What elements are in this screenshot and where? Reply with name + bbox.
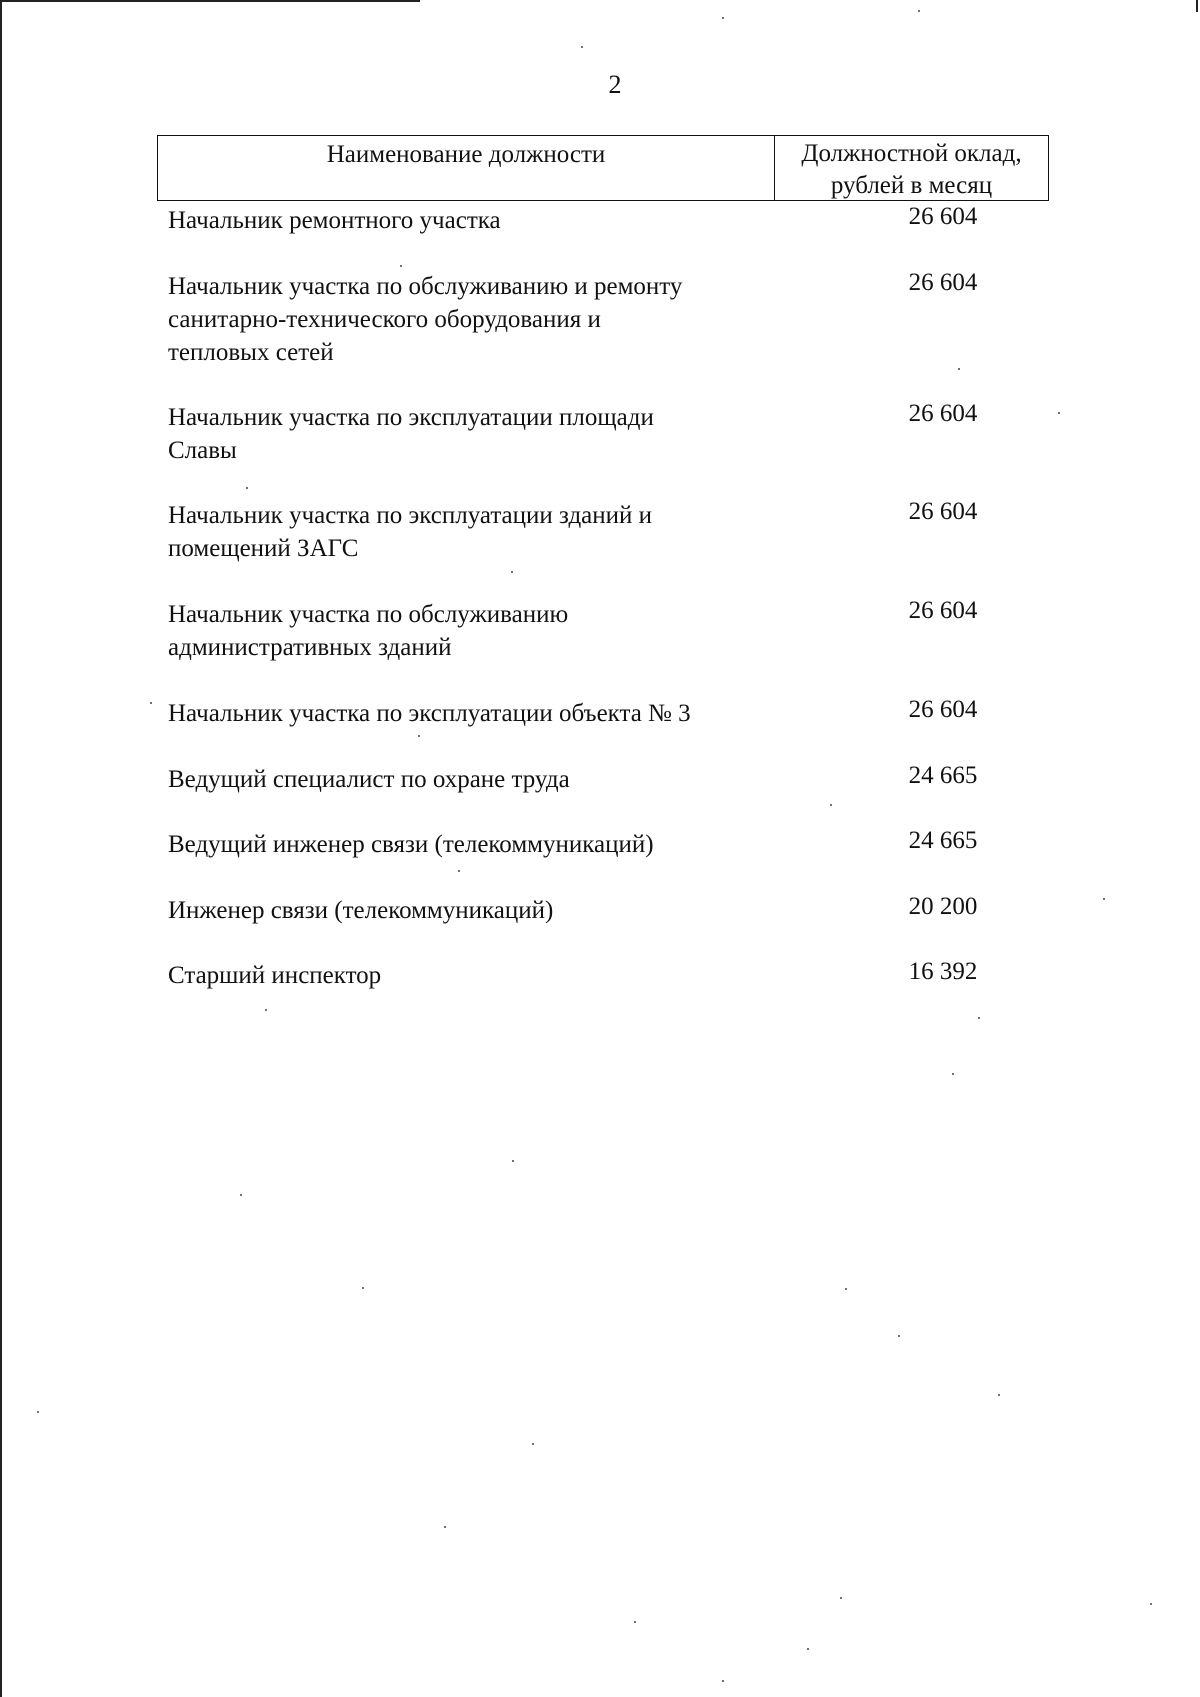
position-name: Начальник участка по эксплуатации объекта № 3	[168, 700, 691, 727]
scan-speck	[1058, 412, 1060, 414]
position-name: Инженер связи (телекоммуникаций)	[168, 897, 554, 924]
position-name: Начальник участка по обслуживанию административных зданий	[168, 601, 569, 661]
scan-speck	[532, 1443, 534, 1445]
scan-speck	[362, 1287, 364, 1289]
position-name: Ведущий инженер связи (телекоммуникаций)	[168, 831, 654, 858]
table-row	[168, 499, 1048, 565]
salary-value: 26 604	[908, 597, 978, 624]
position-name: Начальник участка по эксплуатации площади Славы	[168, 404, 654, 464]
scan-speck	[958, 368, 960, 370]
salary-value: 16 392	[908, 958, 978, 985]
salary-value: 24 665	[908, 827, 978, 854]
scan-edge-top	[0, 0, 420, 2]
header-salary: Должностной оклад, рублей в месяц	[801, 140, 1022, 199]
scan-speck	[898, 1335, 900, 1337]
salary-value: 26 604	[908, 696, 978, 723]
scan-speck	[722, 17, 724, 19]
scan-speck	[1103, 898, 1105, 900]
salary-value: 26 604	[908, 498, 978, 525]
scan-speck	[581, 46, 583, 48]
scan-speck	[845, 1288, 847, 1290]
table-row	[168, 401, 1048, 467]
scan-speck	[840, 1597, 842, 1599]
table-row	[168, 828, 1048, 861]
scan-speck	[830, 804, 832, 806]
salary-value: 24 665	[908, 762, 978, 789]
table-row	[168, 270, 1048, 369]
scan-speck	[978, 1017, 980, 1019]
position-name: Начальник участка по обслуживанию и ремонту санитарно-технического оборудования и тепловых сетей	[168, 273, 683, 366]
table-row	[168, 598, 1048, 664]
position-name: Начальник ремонтного участка	[168, 207, 501, 234]
table-row	[168, 894, 1048, 927]
scan-speck	[246, 487, 248, 489]
scan-speck	[418, 735, 420, 737]
table-header	[157, 135, 1049, 201]
scan-speck	[240, 1194, 242, 1196]
scan-speck	[634, 1621, 636, 1623]
salary-value: 26 604	[908, 269, 978, 296]
scan-speck	[444, 1526, 446, 1528]
table-row	[168, 763, 1048, 796]
scan-speck	[512, 1160, 514, 1162]
salary-value: 26 604	[908, 203, 978, 230]
page-number: 2	[608, 70, 622, 99]
scan-speck	[511, 571, 513, 573]
scan-speck	[400, 265, 402, 267]
header-position-name: Наименование должности	[158, 136, 775, 200]
scan-speck	[458, 870, 460, 872]
scan-speck	[1150, 1603, 1152, 1605]
position-name: Старший инспектор	[168, 962, 382, 989]
scan-speck	[918, 10, 920, 12]
scan-speck	[265, 1009, 267, 1011]
position-name: Начальник участка по эксплуатации зданий и помещений ЗАГС	[168, 502, 653, 562]
table-row	[168, 204, 1048, 237]
scan-speck	[998, 1394, 1000, 1396]
scan-speck	[952, 1073, 954, 1075]
salary-value: 20 200	[908, 893, 978, 920]
position-name: Ведущий специалист по охране труда	[168, 766, 570, 793]
scan-edge-left	[0, 0, 2, 1697]
scan-edge-right	[1196, 0, 1198, 12]
salary-value: 26 604	[908, 400, 978, 427]
scan-speck	[37, 1411, 39, 1413]
scan-speck	[807, 1648, 809, 1650]
table-row	[168, 697, 1048, 730]
scan-speck	[150, 702, 152, 704]
table-row	[168, 959, 1048, 992]
scan-speck	[722, 1680, 724, 1682]
